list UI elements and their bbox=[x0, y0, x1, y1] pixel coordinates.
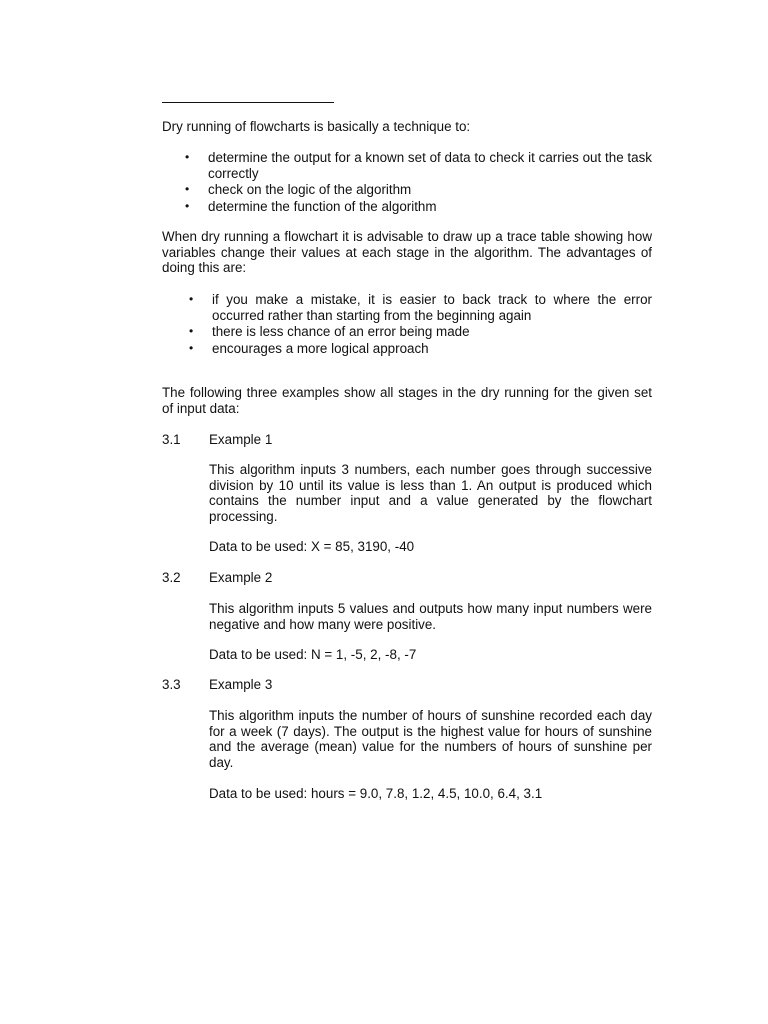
intro-text: Dry running of flowcharts is basically a technique to: bbox=[162, 119, 471, 134]
bullet-icon: • bbox=[185, 182, 190, 196]
list-item: • encourages a more logical approach bbox=[189, 340, 429, 356]
purpose-list bbox=[185, 150, 652, 215]
example-title: Example 1 bbox=[209, 432, 273, 447]
bullet-icon: • bbox=[189, 340, 194, 355]
list-item: • if you make a mistake, it is easier to back track to where the error occurred rather than starting from the beginning again bbox=[189, 292, 652, 323]
example-data: Data to be used: X = 85, 3190, -40 bbox=[209, 539, 415, 554]
list-item: • there is less chance of an error being made bbox=[189, 324, 470, 339]
example-description: This algorithm inputs 3 numbers, each number goes through successive division by 10 until its value is less than 1. An output is produced which contains the number input and a value generated by the flowchart processing. bbox=[209, 462, 652, 524]
bullet-icon: • bbox=[189, 292, 194, 306]
list-item: • determine the output for a known set of data to check it carries out the task correctly bbox=[185, 150, 652, 181]
section-number: 3.3 bbox=[162, 677, 181, 692]
bullet-icon: • bbox=[185, 150, 190, 164]
example-description: This algorithm inputs 5 values and outputs how many input numbers were negative and how many were positive. bbox=[209, 601, 652, 632]
list-item: • check on the logic of the algorithm bbox=[185, 182, 412, 197]
bullet-icon: • bbox=[185, 198, 190, 213]
examples-intro-paragraph: The following three examples show all stages in the dry running for the given set of input data: bbox=[162, 385, 652, 416]
footnote-rule bbox=[162, 102, 334, 103]
trace-table-paragraph: When dry running a flowchart it is advisable to draw up a trace table showing how variables change their values at each stage in the algorithm. The advantages of doing this are: bbox=[162, 229, 652, 275]
bullet-icon: • bbox=[189, 324, 194, 338]
section-number: 3.2 bbox=[162, 570, 181, 585]
example-title: Example 3 bbox=[209, 677, 273, 692]
example-title: Example 2 bbox=[209, 570, 273, 585]
section-number: 3.1 bbox=[162, 432, 181, 447]
list-item: • determine the function of the algorithm bbox=[185, 198, 437, 214]
example-data: Data to be used: hours = 9.0, 7.8, 1.2, 4.5, 10.0, 6.4, 3.1 bbox=[209, 786, 543, 801]
example-data: Data to be used: N = 1, -5, 2, -8, -7 bbox=[209, 647, 417, 662]
advantages-list bbox=[189, 292, 652, 357]
example-description: This algorithm inputs the number of hours of sunshine recorded each day for a week (7 days). The output is the highest value for hours of sunshine and the average (mean) value for the numbers of hours of sunshine per day. bbox=[209, 708, 652, 770]
